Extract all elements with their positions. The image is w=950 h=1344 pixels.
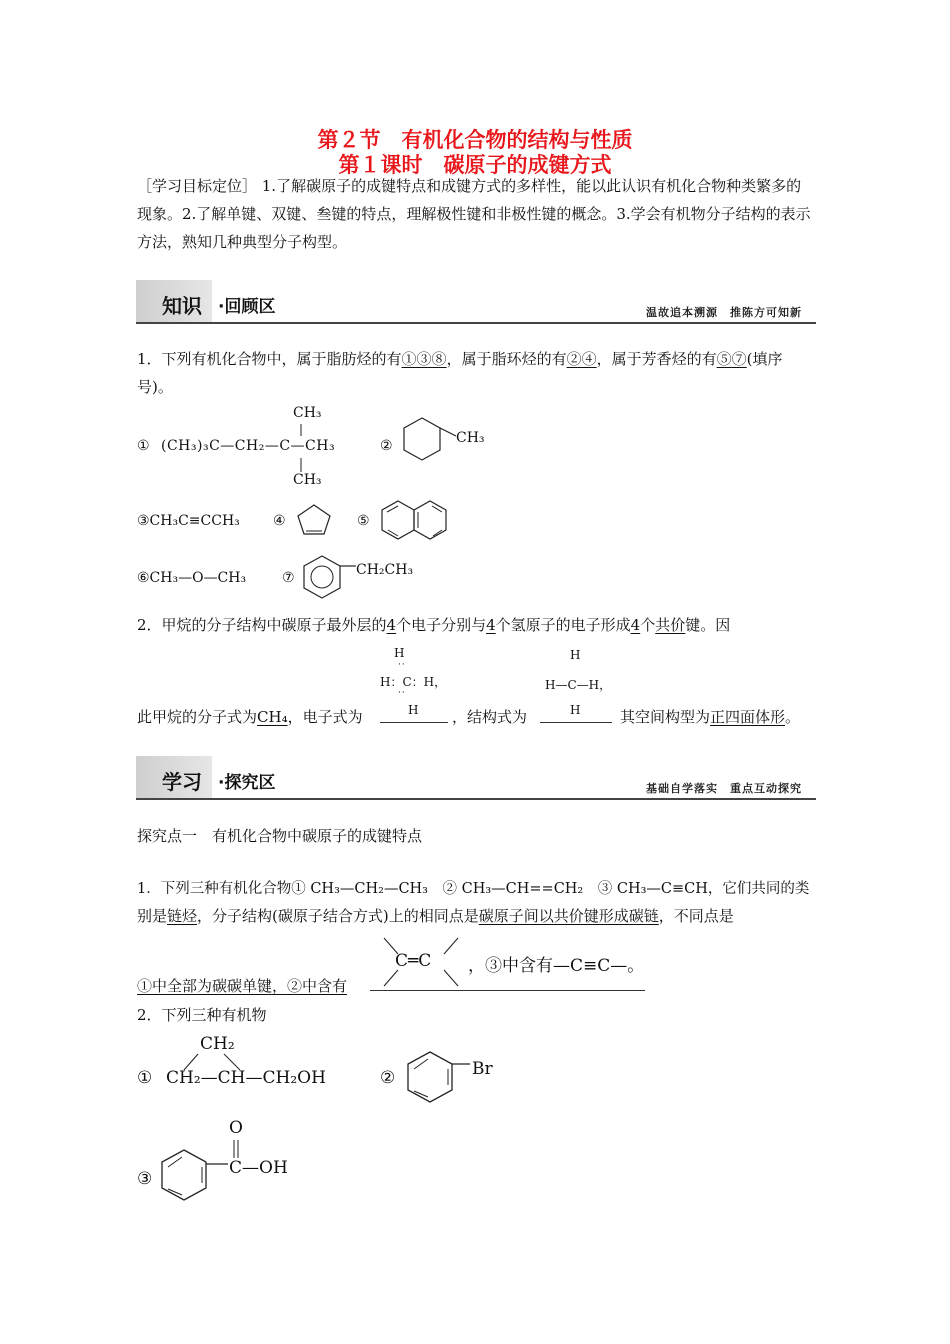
learning-objectives: ［学习目标定位］ 1.了解碳原子的成键特点和成键方式的多样性，能以此认识有机化合物种类繁多的现象。2.了解单键、双键、叁键的特点，理解极性键和非极性键的概念。3.学会有机物分子结构的表示方法，熟知几种典型分子构型。 xyxy=(137,177,811,251)
review-banner-tag: 温故追本溯源 推陈方可知新 xyxy=(646,306,802,319)
electron-dots-bottom: ·· xyxy=(398,688,406,698)
sq1-text-b: 别是 xyxy=(137,907,168,925)
study-compound-1-label: ① xyxy=(137,1068,153,1088)
benzene-ring-icon xyxy=(302,548,360,606)
study-question-1-line-1: 1．下列三种有机化合物① CH₃—CH₂—CH₃ ② CH₃—CH==CH₂ ③ CH₃—C≡CH，它们共同的类 xyxy=(137,881,810,897)
q1-text-a: 1．下列有机化合物中，属于脂肪烃的有 xyxy=(137,350,402,368)
compound-4-label: ④ xyxy=(273,513,286,529)
sq1-answer-underline xyxy=(370,990,645,991)
sq1-answer-3: ①中全部为碳碳单键，②中含有 xyxy=(137,977,348,995)
section-title: 第２节 有机化合物的结构与性质 xyxy=(317,128,633,152)
sq1-text-e: ，③中含有 xyxy=(468,956,553,976)
q1-text-c: ，属于芳香烃的有 xyxy=(596,350,717,368)
q2-answer-n2: 4 xyxy=(486,616,496,634)
sq1-text-c: ，分子结构(碳原子结合方式)上的相同点是 xyxy=(197,907,479,925)
double-bond-text: C═C xyxy=(395,951,432,971)
q2-text-j: 。 xyxy=(785,708,801,726)
sq1-text-f: 。 xyxy=(627,956,645,976)
study-banner xyxy=(136,756,816,800)
compound-5-label: ⑤ xyxy=(357,513,370,529)
exploration-point-1: 探究点一 有机化合物中碳原子的成键特点 xyxy=(137,827,423,845)
compound-1-label: ① xyxy=(137,438,150,454)
structural-formula-bottom: H xyxy=(570,703,581,717)
structural-formula-middle: H—C—H， xyxy=(545,678,612,692)
study-banner-title: 学习 xyxy=(162,770,202,794)
q2-text-d: 个 xyxy=(640,616,656,634)
sq1-answer-1: 链烃 xyxy=(167,907,198,925)
q2-answer-bond: 共价 xyxy=(655,616,686,634)
compound-7-substituent: CH₂CH₃ xyxy=(356,562,414,578)
review-banner xyxy=(136,280,816,324)
study-compound-1-chain: CH₂—CH—CH₂OH xyxy=(166,1068,326,1088)
q1-text-d: (填序号)。 xyxy=(137,350,783,396)
review-banner-title: 知识 xyxy=(162,294,202,318)
compound-2-substituent: CH₃ xyxy=(456,430,485,446)
sq1-answer-2: 碳原子间以共价键形成碳链 xyxy=(478,907,659,925)
q2-text-g: ，电子式为 xyxy=(287,708,363,726)
compound-1-bottom: CH₃ xyxy=(293,472,322,488)
q2-text-e: 键。因 xyxy=(685,616,731,634)
q1-answer-1: ①③⑧ xyxy=(401,350,447,368)
q2-answer-formula: CH₄ xyxy=(257,708,288,726)
q2-text-c: 个氢原子的电子形成 xyxy=(495,616,631,634)
q2-answer-shape: 正四面体形 xyxy=(710,708,786,726)
study-question-1-line-2 xyxy=(137,905,734,926)
electron-formula-middle: H：C：H， xyxy=(380,675,447,689)
compound-2-label: ② xyxy=(380,438,393,454)
review-banner-subtitle: ·回顾区 xyxy=(218,297,276,317)
q2-text-b: 个电子分别与 xyxy=(396,616,487,634)
compound-1-chain: (CH₃)₃C—CH₂—C—CH₃ xyxy=(161,438,336,454)
review-question-2-line-2 xyxy=(137,706,363,727)
study-compound-1-top: CH₂ xyxy=(200,1034,235,1054)
study-compound-2-substituent: Br xyxy=(472,1059,493,1079)
study-compound-3-label: ③ xyxy=(137,1169,153,1189)
triple-bond-text: —C≡C— xyxy=(553,956,628,976)
bromobenzene-ring-icon xyxy=(406,1040,476,1112)
sq1-text-e-group xyxy=(468,951,644,976)
study-banner-tag: 基础自学落实 重点互动探究 xyxy=(646,782,802,795)
naphthalene-ring-icon xyxy=(378,492,452,550)
electron-dots-top: ·· xyxy=(398,660,406,670)
q1-answer-3b: ⑦ xyxy=(731,350,747,368)
cyclopentene-ring-icon xyxy=(296,502,334,536)
q1-text-b: ，属于脂环烃的有 xyxy=(446,350,567,368)
q2-text-i: 其空间构型为 xyxy=(620,708,711,726)
study-compound-2-label: ② xyxy=(380,1068,396,1088)
cyclohexane-ring-icon xyxy=(402,414,462,474)
structural-formula-top: H xyxy=(570,648,581,662)
q2-text-h: ，结构式为 xyxy=(452,708,528,726)
compound-1-bonds xyxy=(296,424,308,474)
q2-answer-n1: 4 xyxy=(386,616,397,634)
q1-answer-3a: ⑤ xyxy=(716,350,732,368)
q2-answer-n3: 4 xyxy=(630,616,641,634)
compound-7-label: ⑦ xyxy=(282,570,295,586)
lesson-title: 第１课时 碳原子的成键方式 xyxy=(338,153,612,177)
q1-answer-2: ②④ xyxy=(566,350,597,368)
review-question-2-line-1 xyxy=(137,614,730,635)
electron-formula-bottom: H xyxy=(408,703,419,717)
structural-formula-underline xyxy=(540,722,612,723)
study-banner-subtitle: ·探究区 xyxy=(218,773,276,793)
carboxyl-group: C—OH xyxy=(229,1158,288,1178)
compound-6: ⑥CH₃—O—CH₃ xyxy=(137,570,247,586)
electron-formula-underline xyxy=(380,722,448,723)
compound-1-top: CH₃ xyxy=(293,405,322,421)
study-question-2: 2．下列三种有机物 xyxy=(137,1006,267,1024)
carbonyl-double-bond xyxy=(228,1138,244,1160)
carbonyl-oxygen: O xyxy=(229,1118,243,1138)
sq1-text-d: ，不同点是 xyxy=(658,907,734,925)
q2-text-a: 2．甲烷的分子结构中碳原子最外层的 xyxy=(137,616,387,634)
review-question-1 xyxy=(137,345,815,401)
electron-formula-top: H xyxy=(394,646,405,660)
q2-text-f: 此甲烷的分子式为 xyxy=(137,708,258,726)
compound-3: ③CH₃C≡CCH₃ xyxy=(137,513,240,529)
review-question-2-line-2-end xyxy=(620,706,800,727)
